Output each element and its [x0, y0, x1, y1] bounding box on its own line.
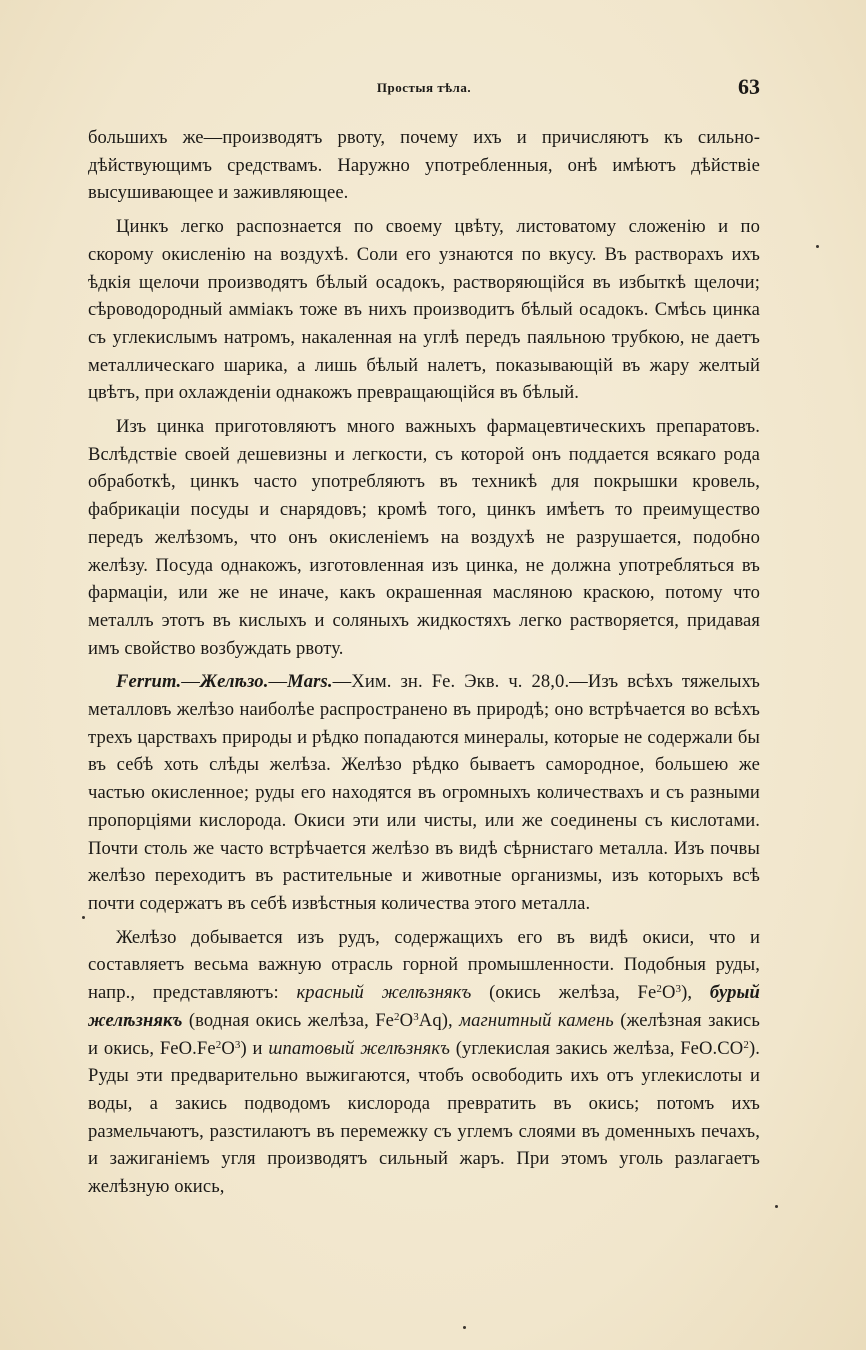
text-run: ), — [681, 982, 710, 1004]
ore-magnetite: магнитный камень — [459, 1009, 614, 1031]
text-run: (углекислая закись желѣза, FeO.CO — [449, 1037, 744, 1059]
ore-siderite: шпатовый желѣзнякъ — [268, 1037, 450, 1059]
page-number: 63 — [738, 74, 760, 99]
text-run: Желѣзо добывается изъ рудъ, содержащихъ его въ видѣ окиси, что и составляетъ весьма важную отрасль горной промышленности. Подобныя руды, напр., представляютъ: — [88, 926, 760, 1004]
text-run: O — [221, 1037, 235, 1059]
formula-subscript: 3 — [234, 1038, 241, 1051]
formula-subscript: 2 — [743, 1038, 749, 1051]
ferrum-text: —Хим. зн. Fe. Экв. ч. 28,0.—Изъ всѣхъ тяжелыхъ металловъ желѣзо наиболѣе распространено въ природѣ; оно встрѣчается во всѣхъ трехъ царствахъ природы и рѣдко попадаются минералы, которые не содержали бы въ себѣ хоть слѣды желѣза. Желѣзо рѣдко бываетъ самородное, большею же частью окисленное; руды его находятся въ огромныхъ количествахъ и съ разными пропорціями кислорода. Окиси эти или чисты, или же соединены съ кислотами. Почти столь же часто встрѣчается желѣзо въ видѣ сѣрнистаго металла. Изъ почвы желѣзо переходитъ въ растительные и животные организмы, изъ которыхъ всѣ почти содержатъ въ себѣ извѣстныя количества этого металла. — [88, 671, 760, 914]
paragraph-ferrum — [88, 668, 760, 917]
term-zhelezo: Желѣзо. — [199, 671, 269, 693]
ink-speck — [82, 916, 85, 919]
text-run: ). Руды эти предварительно выжигаются, чтобъ освободить ихъ отъ углекислоты и воды, а закись подводомъ кислорода превратить въ окись; потомъ ихъ размельчаютъ, разстилаютъ въ перемежку съ углемъ слоями въ доменныхъ печахъ, и зажиганіемъ угля производятъ сильный жаръ. При этомъ уголь разлагаетъ желѣзную окись, — [88, 1037, 760, 1198]
term-mars: Mars. — [287, 671, 333, 693]
dash: — — [181, 671, 200, 693]
ink-speck — [775, 1205, 778, 1208]
text-run: ) и — [240, 1037, 269, 1059]
formula-subscript: 3 — [675, 983, 682, 996]
formula-subscript: 2 — [656, 983, 662, 996]
ore-red-ironstone: красный желѣзнякъ — [296, 982, 472, 1004]
ore-brown-ironstone: бурый желѣзнякъ — [88, 982, 760, 1031]
text-run: O — [399, 1009, 414, 1031]
text-run: (окись желѣза, Fe — [471, 982, 657, 1004]
paragraph-iron-ores — [88, 924, 760, 1201]
ink-speck — [816, 245, 819, 248]
paragraph-zinc-uses: Изъ цинка приготовляютъ много важныхъ фармацевтическихъ препаратовъ. Вслѣдствіе своей дешевизны и легкости, съ которой онъ поддается всякаго рода обработкѣ, цинкъ часто употребляютъ въ техникѣ для покрышки кровель, фабрикаціи посуды и снарядовъ; кромѣ того, цинкъ имѣетъ то преимущество передъ желѣзомъ, что онъ окисленіемъ на воздухѣ не разрушается, подобно желѣзу. Посуда однакожъ, изготовленная изъ цинка, не должна употребляться въ фармаціи, или же не иначе, какъ окрашенная масляною краскою, потому что металлъ этотъ въ кислыхъ и соляныхъ жидкостяхъ легко растворяется, придавая имъ свойство возбуждать рвоту. — [88, 416, 760, 659]
text-run: Aq), — [418, 1009, 460, 1031]
page-header — [88, 74, 760, 104]
dash: — — [268, 671, 288, 693]
formula-subscript: 3 — [413, 1010, 419, 1023]
ink-speck — [463, 1326, 466, 1329]
term-ferrum: Ferrum. — [116, 671, 182, 693]
text-run: (водная окись желѣза, Fe — [182, 1009, 395, 1031]
paragraph-zinc-effects: большихъ же—производятъ рвоту, почему ихъ и причисляютъ къ сильно-дѣйствующимъ средствамъ. Наружно употребленныя, онѣ имѣютъ дѣйствіе высушивающее и заживляющее. — [88, 127, 760, 204]
text-run: (желѣзная закись и окись, FeO.Fe — [88, 1009, 760, 1059]
running-head: Простыя тѣла. — [376, 80, 472, 95]
text-run: O — [661, 982, 676, 1004]
body-text — [88, 124, 760, 1201]
formula-subscript: 2 — [215, 1038, 222, 1051]
paragraph-zinc-identification: Цинкъ легко распознается по своему цвѣту, листоватому сложенію и по скорому окисленію на воздухѣ. Соли его узнаются по вкусу. Въ растворахъ ихъ ѣдкія щелочи производятъ бѣлый осадокъ, растворяющійся въ избыткѣ щелочи; сѣроводородный аммiакъ тоже въ нихъ производитъ бѣлый осадокъ. Смѣсь цинка съ углекислымъ натромъ, накаленная на углѣ передъ паяльною трубкою, не даетъ металлическаго шарика, а лишь бѣлый налетъ, показывающій въ жару желтый цвѣтъ, при охлажденіи однакожъ превращающійся въ бѣлый. — [88, 216, 760, 404]
formula-subscript: 2 — [394, 1010, 400, 1023]
